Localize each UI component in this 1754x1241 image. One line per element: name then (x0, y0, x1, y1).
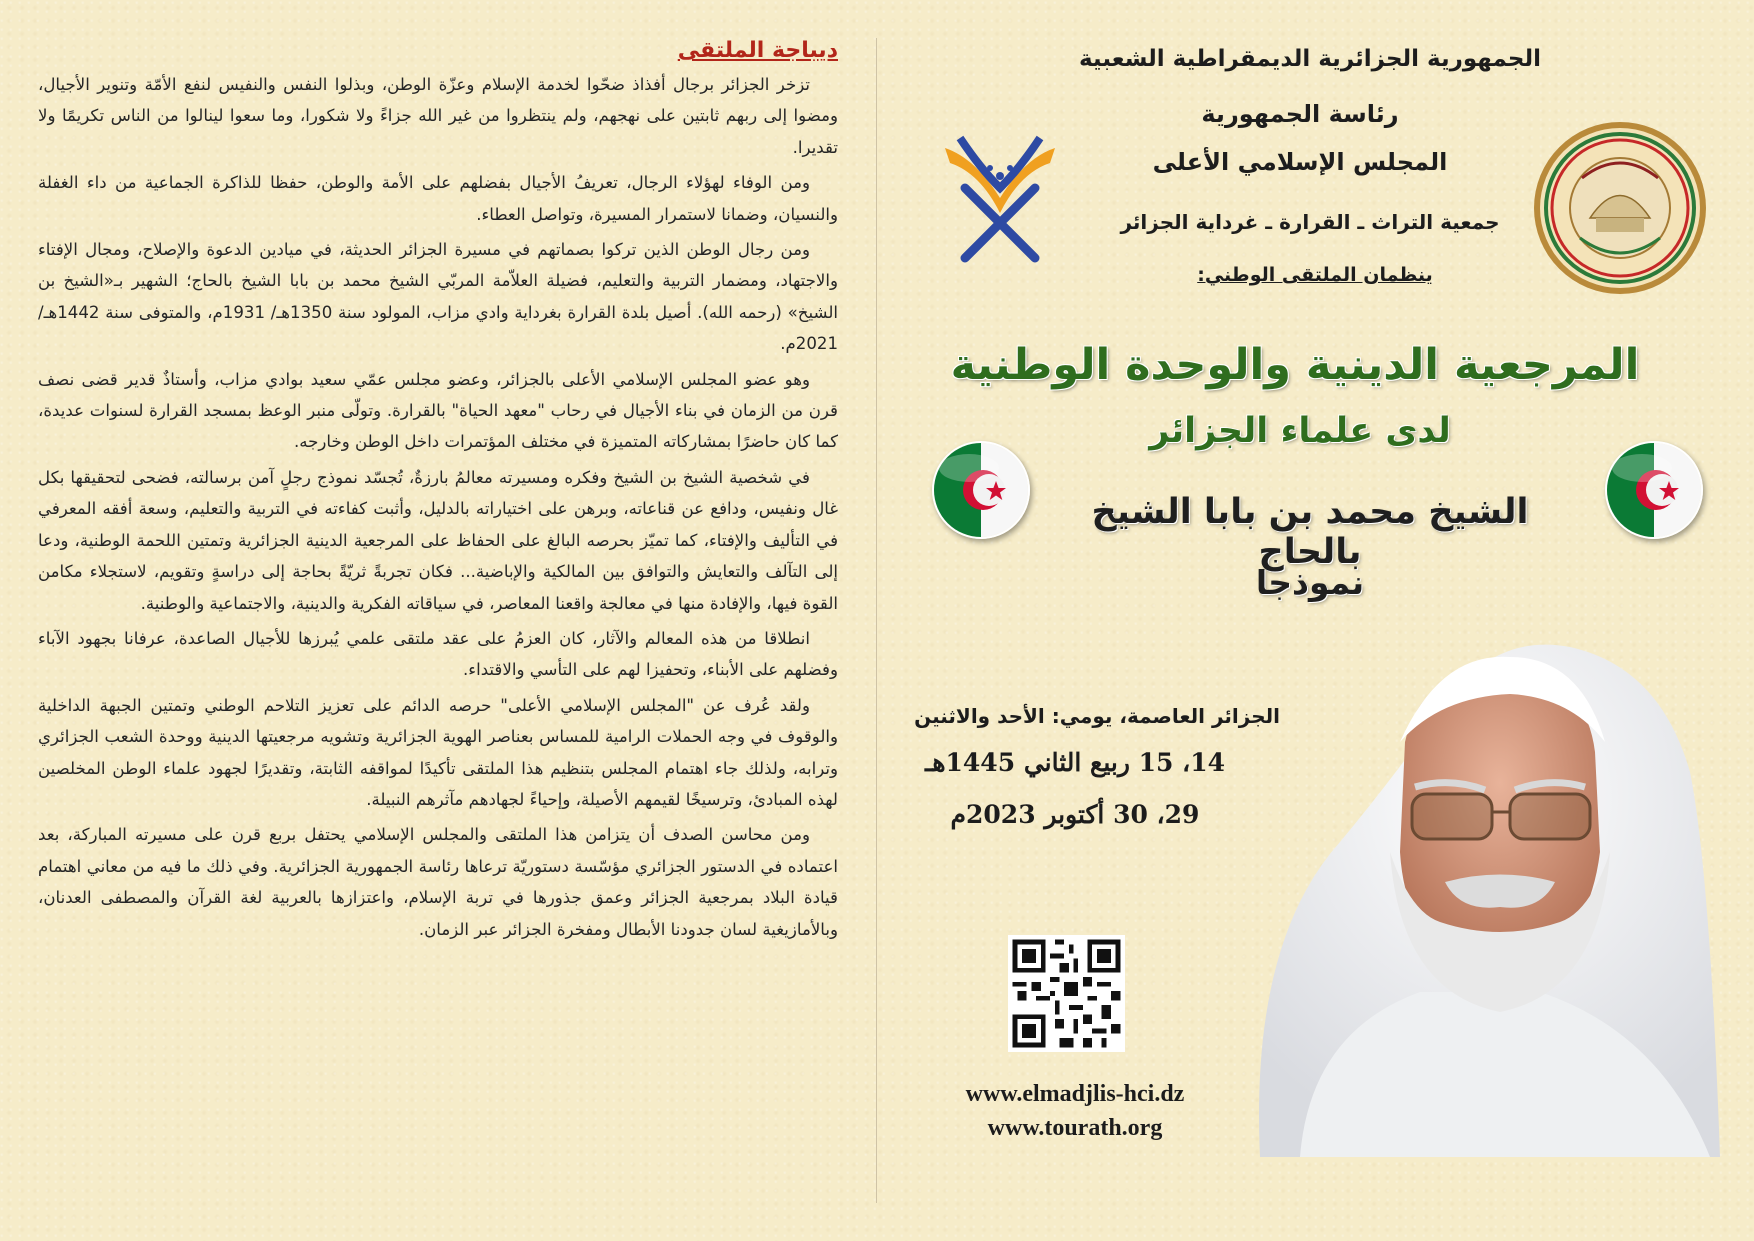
preamble-paragraph: ولقد عُرف عن "المجلس الإسلامي الأعلى" حرصه الدائم على تعزيز التلاحم الوطني وتمتين الجبهة الداخلية والوقوف في وجه الحملات الرامية للمساس بعناصر الهوية الجزائرية وتشويه مرجعيتها الدينية ووحدة الشعب الجزائري وترابه، ولذلك جاء اهتمام المجلس بتنظيم هذا الملتقى تأكيدًا لمواقفه الثابتة، وتقديرًا لجهود علماء الوطن المخلصين لهذه المبادئ، وترسيخًا لقيمهم الأصيلة، وإحياءً لجهادهم مآثرهم النبيلة. (38, 695, 838, 809)
event-place: الجزائر العاصمة، يومي: الأحد والاثنين (914, 704, 1280, 728)
model-label: نموذجا (1255, 563, 1365, 602)
association-name: جمعية التراث ـ القرارة ـ غرداية الجزائر (1120, 210, 1500, 234)
algeria-flag-icon (1605, 441, 1703, 539)
organizers-line: ينظمان الملتقى الوطني: (1197, 264, 1433, 286)
sheikh-name: الشيخ محمد بن بابا الشيخ بالحاج (1091, 492, 1529, 572)
algeria-flag-icon (932, 441, 1030, 539)
preamble-paragraph: ومن محاسن الصدف أن يتزامن هذا الملتقى والمجلس الإسلامي يحتفل بربع قرن على مسيرته المباركة، بعد اعتماده في الدستور الجزائري مؤسّسة دستوريّة ترعاها رئاسة الجمهورية الجزائرية. وفي ذلك ما فيه من معاني اهتمام قيادة البلاد بمرجعية الجزائر وعمق جذورها في تربة الإسلام، واعتزازها بالعربية لغة القرآن والمصطفى العدنان، وبالأمازيغية لسان جدودنا الأبطال ومفخرة الجزائر عبر الزمان. (38, 825, 838, 939)
preamble-paragraph: تزخر الجزائر برجال أفذاذ ضحّوا لخدمة الإسلام وعزّة الوطن، وبذلوا النفس والنفيس لنفع الأمّة وتنوير الأجيال، ومضوا إلى ربهم ثابتين على نهجهم، ولم ينتظروا من غير الله جزاءً ولا شكورا، وما سعوا لينالوا من الناس تكريمًا ولا تقديرا. (38, 75, 838, 157)
preamble-paragraph: ومن رجال الوطن الذين تركوا بصماتهم في مسيرة الجزائر الحديثة، في ميادين الدعوة والإصلاح، ومجال الإفتاء والاجتهاد، ومضمار التربية والتعليم، فضيلة العلاّمة المربّي الشيخ محمد بن بابا الشيخ بالحاج؛ الشهير بـ«الشيخ بن الشيخ» (رحمه الله). أصيل بلدة القرارة بغرداية وادي مزاب، المولود سنة 1350هـ/ 1931م، والمتوفى سنة 1442هـ/ 2021م. (38, 240, 838, 354)
council-seal-icon (1530, 118, 1710, 298)
preamble-paragraph: وهو عضو المجلس الإسلامي الأعلى بالجزائر، وعضو مجلس عمّي سعيد بوادي مزاب، وأستاذٌ قدير قضى نصف قرن من الزمان في بناء الأجيال في رحاب "معهد الحياة" بالقرارة. وتولّى منبر الوعظ بمسجد القرارة لسنوات عديدة، كما كان حاضرًا بمشاركاته المتميزة في مختلف المؤتمرات داخل الوطن وخارجه. (38, 369, 838, 452)
preamble-paragraph: انطلاقا من هذه المعالم والآثار، كان العزمُ على عقد ملتقى علمي يُبرزها للأجيال الصاعدة، عرفانا بجهود الآباء وفضلهم على الأبناء، وتحفيزا لهم على التأسي والاقتداء. (38, 628, 838, 680)
website-link[interactable]: www.elmadjlis-hci.dz (965, 1081, 1185, 1107)
event-title: المرجعية الدينية والوحدة الوطنية (950, 340, 1640, 390)
event-subtitle: لدى علماء الجزائر (1149, 411, 1451, 451)
qr-code-icon[interactable] (1008, 935, 1125, 1052)
council-name: المجلس الإسلامي الأعلى (1152, 148, 1448, 176)
page-divider (876, 38, 877, 1203)
preamble-paragraph: في شخصية الشيخ بن الشيخ وفكره ومسيرته معالمُ بارزةٌ، تُجسّد نموذج رجلٍ آمن برسالته، فضحى لتحقيقها بكل غال ونفيس، ودافع عن قناعاته، وبرهن على اختياراته بالدليل، وأثبت كفاءته في التربية والتعليم، وسعة أفقه المعرفي في التأليف والإفتاء، كما تميّز بحرصه البالغ على الحفاظ على المرجعية الدينية الجزائرية وتمتين اللحمة الوطنية، ودعا إلى التآلف والتعايش والتوافق بين المالكية والإباضية... فكان تجربةً ثريّةً بحاجة إلى دراسةٍ وتقويم، لاستجلاء مكامن القوة فيها، والإفادة منها في معالجة واقعنا المعاصر، في سياقاته الفكرية والدينية، والاجتماعية والوطنية. (38, 467, 838, 613)
republic-name: الجمهورية الجزائرية الديمقراطية الشعبية (1078, 46, 1542, 72)
preamble-panel (38, 38, 838, 1208)
date-hijri: 14، 15 ربيع الثاني 1445هـ (925, 748, 1225, 777)
sheikh-portrait-image (1240, 612, 1730, 1157)
association-logo-icon (935, 128, 1065, 268)
preamble-title: ديباجة الملتقى (677, 38, 838, 63)
presidency-name: رئاسة الجمهورية (1201, 100, 1399, 128)
preamble-paragraph: ومن الوفاء لهؤلاء الرجال، تعريفُ الأجيال بفضلهم على الأمة والوطن، حفظا للذاكرة الجماعية من داء الغفلة والنسيان، وضمانا لاستمرار المسيرة، وتواصل العطاء. (38, 173, 838, 224)
date-gregorian: 29، 30 أكتوبر 2023م (950, 800, 1200, 829)
website-link[interactable]: www.tourath.org (987, 1115, 1163, 1141)
